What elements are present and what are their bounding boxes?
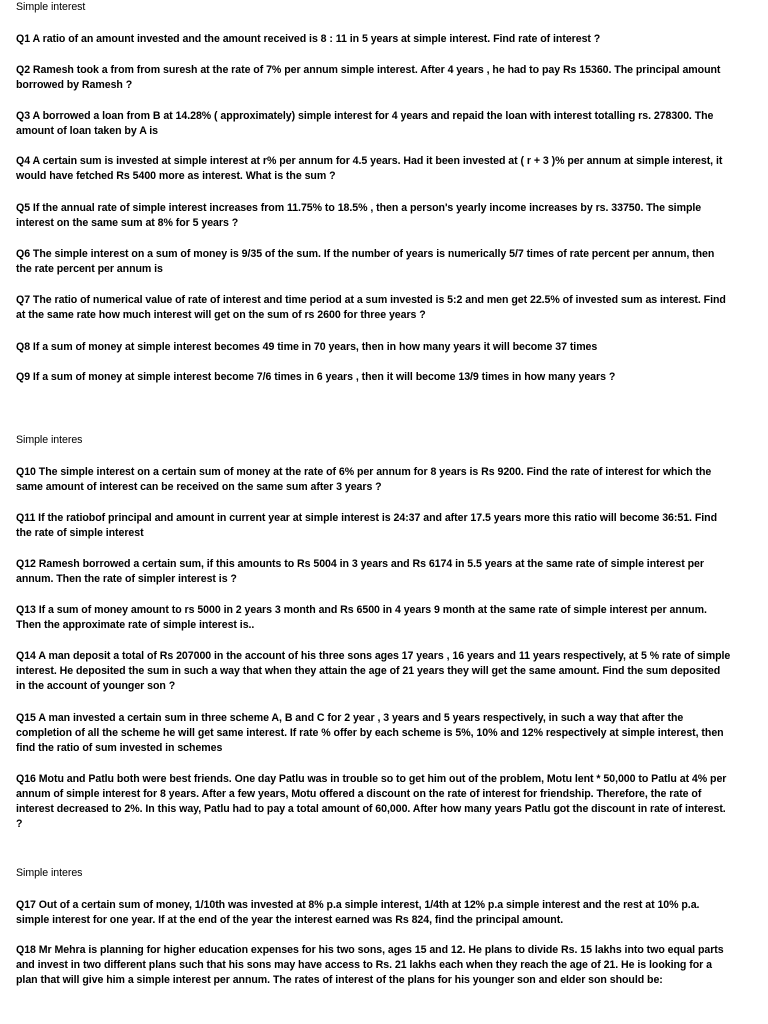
- question-q4: Q4 A certain sum is invested at simple interest at r% per annum for 4.5 years. Had it been invested at ( r + 3 )% per annum at simple interest, it would have fetched Rs 5400 more as interest. What is the sum ?: [16, 155, 723, 182]
- question-q6: Q6 The simple interest on a sum of money is 9/35 of the sum. If the number of years is numerically 5/7 times of rate percent per annum, then the rate percent per annum is: [16, 248, 715, 275]
- question-q17: Q17 Out of a certain sum of money, 1/10th was invested at 8% p.a simple interest, 1/4th at 12% p.a simple interest and the rest at 10% p.a. simple interest for one year. If at the end of the year the interest earned was Rs 824, find the principal amount.: [16, 899, 700, 926]
- question-q10: Q10 The simple interest on a certain sum of money at the rate of 6% per annum for 8 years is Rs 9200. Find the rate of interest for which the same amount of interest can be received on the same sum after 3 years ?: [16, 466, 712, 493]
- question-q8: Q8 If a sum of money at simple interest becomes 49 time in 70 years, then in how many years it will become 37 times: [16, 341, 598, 353]
- question-q9: Q9 If a sum of money at simple interest become 7/6 times in 6 years , then it will become 13/9 times in how many years ?: [16, 371, 616, 383]
- question-q5: Q5 If the annual rate of simple interest increases from 11.75% to 18.5% , then a person's yearly income increases by rs. 33750. The simple interest on the same sum at 8% for 5 years ?: [16, 202, 702, 229]
- question-q15: Q15 A man invested a certain sum in three scheme A, B and C for 2 year , 3 years and 5 years respectively, in such a way that after the completion of all the scheme he will get same interest. If rate % offer by each scheme is 5%, 10% and 12% respectively at simple interest, then find the ratio of sum invested in schemes: [16, 712, 724, 754]
- question-q11: Q11 If the ratiobof principal and amount in current year at simple interest is 24:37 and after 17.5 years more this ratio will become 36:51. Find the rate of simple interest: [16, 512, 717, 539]
- question-q2: Q2 Ramesh took a from from suresh at the rate of 7% per annum simple interest. After 4 years , he had to pay Rs 15360. The principal amount borrowed by Ramesh ?: [16, 64, 721, 91]
- question-q7: Q7 The ratio of numerical value of rate of interest and time period at a sum invested is 5:2 and men get 22.5% of invested sum as interest. Find at the same rate how much interest will get on the sum of rs 2600 for three years ?: [16, 294, 726, 321]
- section-heading: Simple interest: [16, 1, 86, 13]
- section-heading: Simple interes: [16, 867, 83, 879]
- question-q1: Q1 A ratio of an amount invested and the amount received is 8 : 11 in 5 years at simple interest. Find rate of interest ?: [16, 33, 601, 45]
- question-q18: Q18 Mr Mehra is planning for higher education expenses for his two sons, ages 15 and 12. He plans to divide Rs. 15 lakhs into two equal parts and invest in two different plans such that his sons may have access to Rs. 21 lakhs each when they reach the age of 21. He is looking for a plan that will give him a simple interest per annum. The rates of interest of the plans for his younger son and elder son should be:: [16, 944, 724, 986]
- question-q16: Q16 Motu and Patlu both were best friends. One day Patlu was in trouble so to get him out of the problem, Motu lent * 50,000 to Patlu at 4% per annum of simple interest for 8 years. After a few years, Motu offered a discount on the rate of interest for friendship. Therefore, the rate of interest decreased to 2%. In this way, Patlu had to pay a total amount of 60,000. After how many years Patlu got the discount in rate of interest. ?: [16, 773, 727, 830]
- section-heading: Simple interes: [16, 434, 83, 446]
- question-q3: Q3 A borrowed a loan from B at 14.28% ( approximately) simple interest for 4 years and repaid the loan with interest totalling rs. 278300. The amount of loan taken by A is: [16, 110, 714, 137]
- question-q13: Q13 If a sum of money amount to rs 5000 in 2 years 3 month and Rs 6500 in 4 years 9 month at the same rate of simple interest per annum. Then the approximate rate of simple interest is..: [16, 604, 707, 631]
- question-q12: Q12 Ramesh borrowed a certain sum, if this amounts to Rs 5004 in 3 years and Rs 6174 in 5.5 years at the same rate of simple interest per annum. Then the rate of simpler interest is ?: [16, 558, 704, 585]
- question-q14: Q14 A man deposit a total of Rs 207000 in the account of his three sons ages 17 years , 16 years and 11 years respectively, at 5 % rate of simple interest. He deposited the sum in such a way that when they attain the age of 21 years they will get the same amount. Find the sum deposited in the account of younger son ?: [16, 650, 731, 692]
